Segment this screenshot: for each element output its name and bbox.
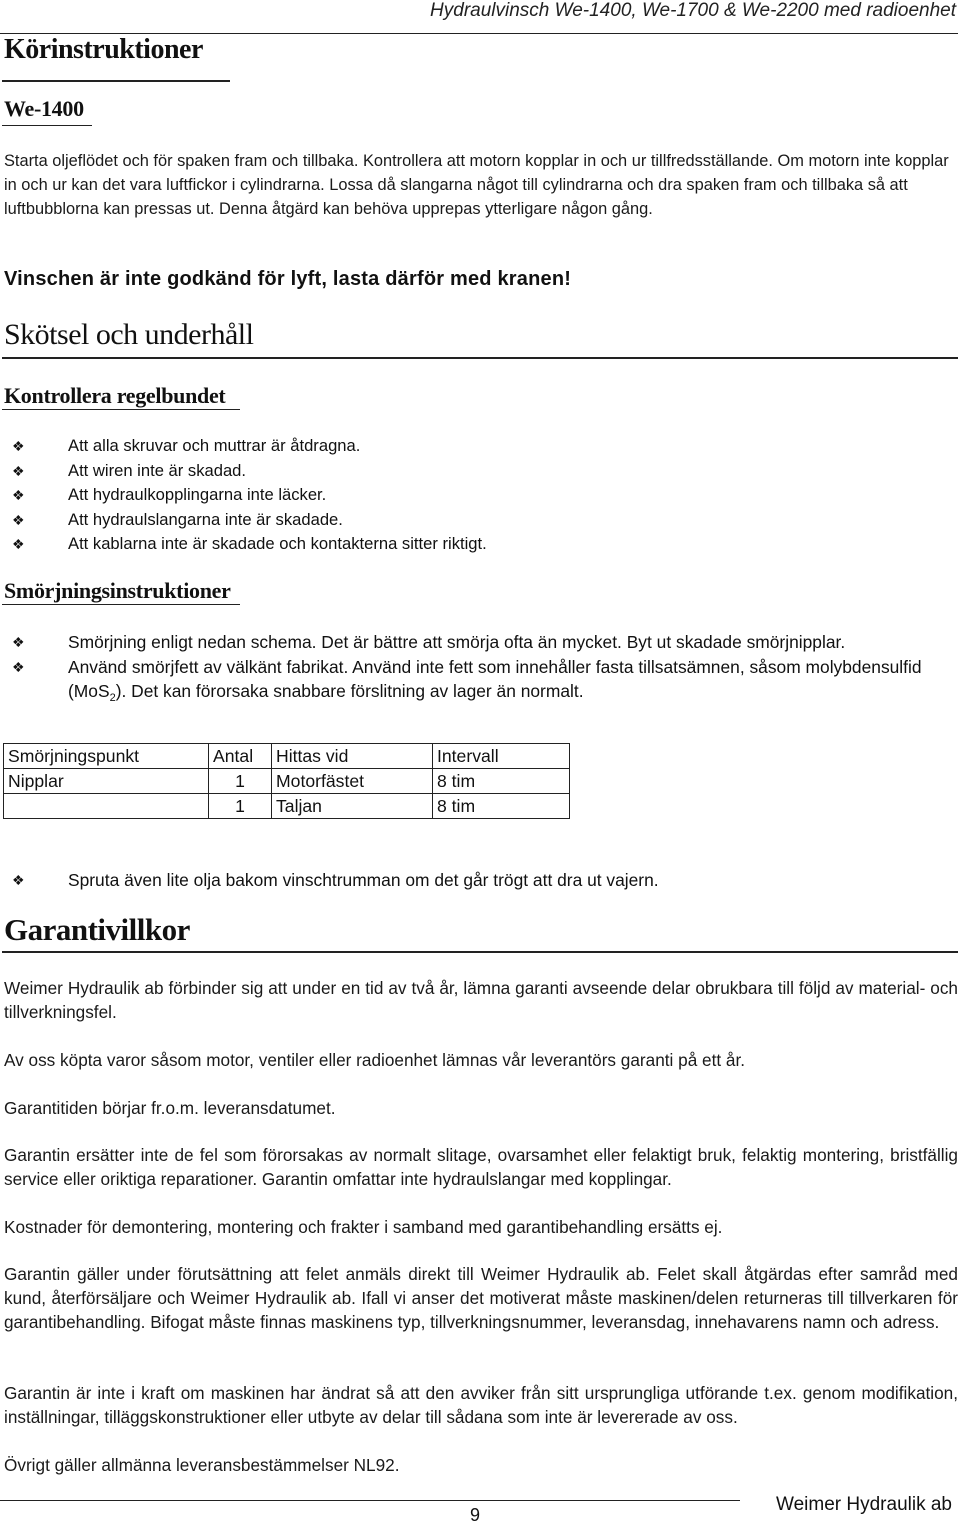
table-cell — [4, 794, 209, 819]
diamond-bullet-icon: ❖ — [12, 634, 25, 650]
heading-garantivillkor: Garantivillkor — [4, 912, 190, 947]
lubrication-list — [12, 630, 942, 704]
table-cell: 8 tim — [433, 769, 570, 794]
table-row — [4, 794, 570, 819]
table-header-row — [4, 744, 570, 769]
table-header-cell: Smörjningspunkt — [4, 744, 209, 769]
warranty-paragraph: Garantin är inte i kraft om maskinen har ändrat så att den avviker från sitt ursprungliga utförande t.ex. genom modifikation, inställningar, tilläggskonstruktioner eller utbyte av delar till sådana som inte är levererade av oss. — [4, 1383, 958, 1427]
diamond-bullet-icon: ❖ — [12, 511, 25, 528]
table-header-cell: Hittas vid — [272, 744, 433, 769]
note-list — [12, 868, 942, 893]
warranty-paragraph: Av oss köpta varor såsom motor, ventiler eller radioenhet lämnas vår leverantörs garanti på ett år. — [4, 1050, 746, 1070]
warning-text: Vinschen är inte godkänd för lyft, lasta därför med kranen! — [4, 268, 572, 290]
list-item: ❖ Att alla skruvar och muttrar är åtdragna. — [12, 434, 912, 459]
heading-skotsel: Skötsel och underhåll — [4, 318, 254, 351]
list-item: ❖ Att kablarna inte är skadade och kontakterna sitter riktigt. — [12, 532, 912, 557]
page-number: 9 — [470, 1505, 481, 1525]
list-item: ❖ Att wiren inte är skadad. — [12, 459, 912, 484]
diamond-bullet-icon: ❖ — [12, 872, 25, 888]
list-item: ❖ Smörjning enligt nedan schema. Det är bättre att smörja ofta än mycket. Byt ut skadade smörjnipplar. — [12, 630, 942, 655]
paragraph-startup: Starta oljeflödet och för spaken fram och tillbaka. Kontrollera att motorn kopplar in och ur tillfredsställande. Om motorn inte kopplar in och ur kan det vara luftfickor i cylindrarna. Lossa då slangarna något till cylindrarna och dra spaken fram och tillbaka så att luftbubblorna kan pressas ut. Denna åtgärd kan behöva upprepas ytterligare någon gång. — [4, 152, 949, 218]
warranty-paragraph: Kostnader för demontering, montering och frakter i samband med garantibehandling ersätts ej. — [4, 1217, 723, 1237]
diamond-bullet-icon: ❖ — [12, 536, 25, 552]
section-rule-garanti — [2, 951, 958, 953]
table-cell: 1 — [209, 794, 272, 819]
subheading-underline — [2, 604, 240, 605]
diamond-bullet-icon: ❖ — [12, 462, 25, 479]
table-header-cell: Intervall — [433, 744, 570, 769]
heading-korinstruktioner: Körinstruktioner — [4, 34, 203, 65]
document-header-title: Hydraulvinsch We-1400, We-1700 & We-2200 med radioenhet — [430, 0, 956, 21]
list-item: ❖ Använd smörjfett av välkänt fabrikat. Använd inte fett som innehåller fasta tillsatsämnen, såsom molybdensulfid (MoS$_2$). Det kan förorsaka snabbare förslitning av lager än normalt. — [12, 656, 922, 704]
table-cell: 8 tim — [433, 794, 570, 819]
warranty-paragraph: Övrigt gäller allmänna leveransbestämmelser NL92. — [4, 1455, 400, 1475]
section-rule-skotsel — [2, 357, 958, 359]
subheading-kontrollera: Kontrollera regelbundet — [4, 383, 226, 408]
table-cell: 1 — [209, 769, 272, 794]
table-cell: Taljan — [272, 794, 433, 819]
table-cell: Nipplar — [4, 769, 209, 794]
diamond-bullet-icon: ❖ — [12, 658, 25, 675]
diamond-bullet-icon: ❖ — [12, 438, 25, 454]
table-header-cell: Antal — [209, 744, 272, 769]
subheading-underline — [2, 409, 240, 410]
list-item: ❖ Att hydraulkopplingarna inte läcker. — [12, 483, 912, 508]
lubrication-table — [3, 743, 570, 819]
warranty-paragraph: Garantitiden börjar fr.o.m. leveransdatumet. — [4, 1098, 336, 1118]
footer-company: Weimer Hydraulik ab — [776, 1494, 952, 1515]
list-item: ❖ Spruta även lite olja bakom vinschtrumman om det går trögt att dra ut vajern. — [12, 868, 942, 893]
table-cell: Motorfästet — [272, 769, 433, 794]
warranty-paragraph: Garantin ersätter inte de fel som förorsakas av normalt slitage, ovarsamhet eller felaktigt bruk, felaktig montering, bristfällig service eller oriktiga reparationer. Garantin omfattar inte hydraulslangar med kopplingar. — [4, 1145, 958, 1189]
subheading-smorjning: Smörjningsinstruktioner — [4, 578, 231, 603]
diamond-bullet-icon: ❖ — [12, 487, 25, 503]
list-item: ❖ Att hydraulslangarna inte är skadade. — [12, 508, 912, 533]
warranty-paragraph: Weimer Hydraulik ab förbinder sig att under en tid av två år, lämna garanti avseende delar obrukbara till följd av material- och tillverkningsfel. — [4, 978, 958, 1022]
table-row — [4, 769, 570, 794]
heading-underline — [2, 80, 230, 82]
subheading-underline — [2, 125, 92, 126]
checklist — [12, 434, 912, 557]
subheading-we1400: We-1400 — [4, 96, 84, 121]
warranty-paragraph: Garantin gäller under förutsättning att felet anmäls direkt till Weimer Hydraulik ab. Felet skall åtgärdas efter samråd med kund, återförsäljare och Weimer Hydraulik ab. Ifall vi anser det motiverat måste maskinen/delen returneras till tillverkaren för garantibehandling. Bifogat måste finnas maskinens typ, tillverkningsnummer, leveransdag, innehavarens namn och adress. — [4, 1264, 958, 1332]
footer-rule — [0, 1500, 740, 1501]
